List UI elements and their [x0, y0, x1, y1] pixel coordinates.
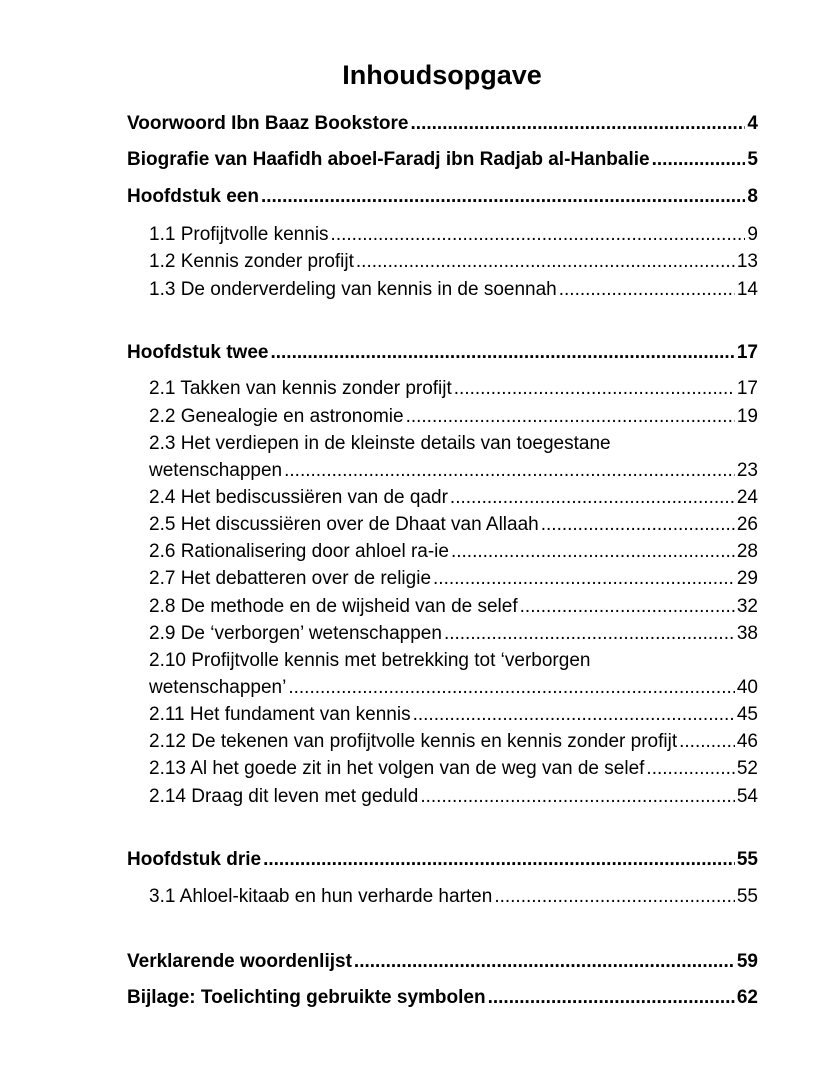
toc-entry-2-13	[149, 756, 758, 782]
dot-leader	[454, 376, 735, 402]
dot-leader	[356, 249, 735, 275]
toc-entry-1-2	[149, 249, 758, 275]
dot-leader	[411, 111, 746, 137]
dot-leader	[413, 702, 735, 728]
dot-leader	[331, 222, 746, 248]
toc-page-number: 8	[747, 186, 758, 207]
toc-page-number: 24	[736, 487, 758, 508]
toc-page-number: 17	[736, 378, 758, 399]
toc-chapter-een	[127, 184, 758, 210]
toc-entry-label: 2.14 Draag dit leven met geduld	[149, 786, 419, 807]
toc-entry-label: Hoofdstuk een	[127, 186, 259, 207]
dot-leader	[406, 404, 735, 430]
toc-page-number: 55	[736, 849, 758, 870]
toc-entry-label: 2.7 Het debatteren over de religie	[149, 568, 432, 589]
toc-page-number: 40	[736, 677, 758, 698]
toc-entry-2-2	[149, 404, 758, 430]
toc-page-number: 32	[736, 596, 758, 617]
dot-leader	[433, 566, 735, 592]
toc-entry-label: 2.2 Genealogie en astronomie	[149, 406, 404, 427]
toc-entry-2-9	[149, 621, 758, 647]
dot-leader	[288, 675, 735, 701]
toc-entry-label: 2.9 De ‘verborgen’ wetenschappen	[149, 623, 442, 644]
toc-page-number: 5	[747, 149, 758, 170]
toc-page-number: 19	[736, 406, 758, 427]
toc-entry-2-11	[149, 702, 758, 728]
toc-page-number: 23	[736, 460, 758, 481]
dot-leader	[559, 277, 735, 303]
toc-page-number: 52	[736, 758, 758, 779]
toc-page-number: 54	[736, 786, 758, 807]
toc-entry-label: 1.1 Profijtvolle kennis	[149, 224, 329, 245]
toc-entry-bijlage	[127, 985, 758, 1011]
dot-leader	[263, 847, 735, 873]
toc-entry-2-6	[149, 539, 758, 565]
toc-page-number: 26	[736, 514, 758, 535]
toc-entry-woordenlijst	[127, 949, 758, 975]
toc-entry-label: 2.1 Takken van kennis zonder profijt	[149, 378, 452, 399]
toc-entry-2-14	[149, 784, 758, 810]
toc-page-number: 13	[736, 251, 758, 272]
toc-entry-label: 1.3 De onderverdeling van kennis in de soennah	[149, 279, 557, 300]
toc-entry-1-3	[149, 277, 758, 303]
toc-entry-2-1	[149, 376, 758, 402]
dot-leader	[450, 485, 735, 511]
toc-entry-2-4	[149, 485, 758, 511]
toc-entry-label: 2.11 Het fundament van kennis	[149, 704, 411, 725]
toc-entry-label: Hoofdstuk drie	[127, 849, 262, 870]
toc-entry-label: Voorwoord Ibn Baaz Bookstore	[127, 113, 409, 134]
toc-page-number: 29	[736, 568, 758, 589]
toc-entry-label: wetenschappen	[149, 460, 283, 481]
toc-page-number: 59	[736, 951, 758, 972]
toc-entry-label: Biografie van Haafidh aboel-Faradj ibn Radjab al-Hanbalie	[127, 149, 650, 170]
toc-page-number: 17	[736, 342, 758, 363]
dot-leader	[354, 949, 735, 975]
toc-entry-label: 2.4 Het bediscussiëren van de qadr	[149, 487, 448, 508]
toc-entry-3-1	[149, 884, 758, 910]
toc-entry-2-3-line1: 2.3 Het verdiepen in de kleinste details van toegestane	[149, 433, 611, 454]
dot-leader	[451, 539, 735, 565]
dot-leader	[420, 784, 735, 810]
toc-chapter-twee	[127, 340, 758, 366]
toc-entry-voorwoord	[127, 111, 758, 137]
dot-leader	[520, 594, 735, 620]
dot-leader	[444, 621, 735, 647]
toc-entry-label: 2.5 Het discussiëren over de Dhaat van Allaah	[149, 514, 539, 535]
toc-page-number: 55	[736, 886, 758, 907]
toc-chapter-drie	[127, 847, 758, 873]
toc-page-number: 62	[736, 987, 758, 1008]
toc-entry-label: Bijlage: Toelichting gebruikte symbolen	[127, 987, 486, 1008]
toc-page-number: 14	[736, 279, 758, 300]
toc-entry-2-3	[149, 458, 758, 484]
toc-page-number: 28	[736, 541, 758, 562]
toc-entry-label: Verklarende woordenlijst	[127, 951, 352, 972]
toc-entry-label: 2.13 Al het goede zit in het volgen van de weg van de selef	[149, 758, 645, 779]
toc-entry-label: 2.8 De methode en de wijsheid van de selef	[149, 596, 518, 617]
toc-entry-2-10-line1: 2.10 Profijtvolle kennis met betrekking tot ‘verborgen	[149, 650, 591, 671]
toc-entry-label: 2.6 Rationalisering door ahloel ra-ie	[149, 541, 449, 562]
toc-entry-2-5	[149, 512, 758, 538]
dot-leader	[541, 512, 735, 538]
toc-entry-label: 2.12 De tekenen van profijtvolle kennis en kennis zonder profijt	[149, 731, 678, 752]
toc-page-number: 4	[747, 113, 758, 134]
dot-leader	[494, 884, 735, 910]
dot-leader	[646, 756, 734, 782]
toc-entry-2-10	[149, 675, 758, 701]
dot-leader	[261, 184, 745, 210]
dot-leader	[270, 340, 734, 366]
toc-entry-label: wetenschappen’	[149, 677, 287, 698]
toc-entry-2-12	[149, 729, 758, 755]
toc-page-number: 38	[736, 623, 758, 644]
dot-leader	[488, 985, 735, 1011]
toc-entry-label: 3.1 Ahloel-kitaab en hun verharde harten	[149, 886, 493, 907]
toc-page-number: 46	[736, 731, 758, 752]
dot-leader	[679, 729, 735, 755]
dot-leader	[652, 147, 746, 173]
dot-leader	[284, 458, 735, 484]
toc-entry-biografie	[127, 147, 758, 173]
toc-entry-1-1	[149, 222, 758, 248]
toc-entry-label: 1.2 Kennis zonder profijt	[149, 251, 354, 272]
page-title: Inhoudsopgave	[342, 60, 542, 90]
toc-entry-2-7	[149, 566, 758, 592]
toc-page-number: 9	[747, 224, 758, 245]
toc-page-number: 45	[736, 704, 758, 725]
toc-entry-label: Hoofdstuk twee	[127, 342, 269, 363]
toc-entry-2-8	[149, 594, 758, 620]
